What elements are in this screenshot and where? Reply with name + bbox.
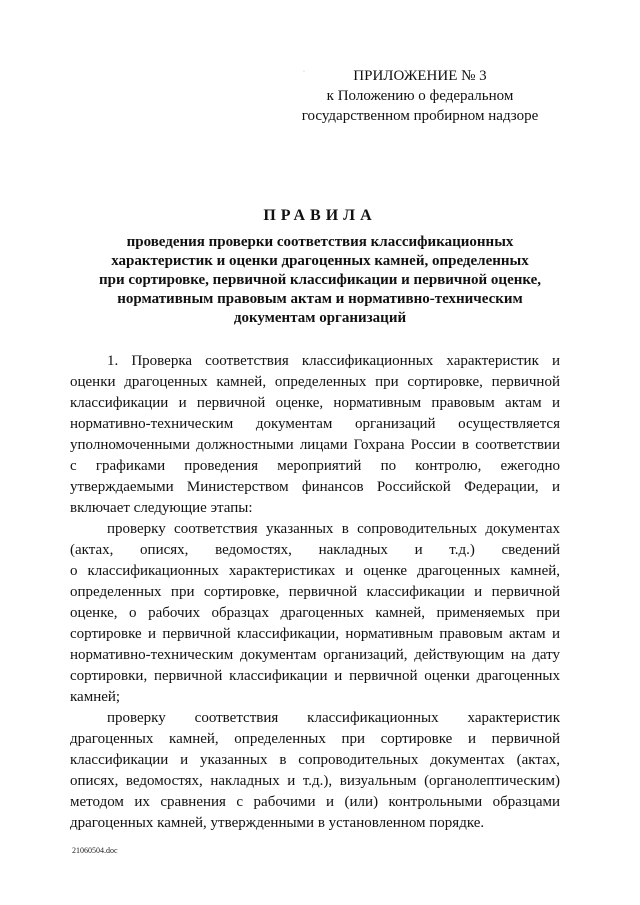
document-heading [70, 205, 570, 328]
body-line: оценке, о рабочих образцах драгоценных камней, применяемых при [70, 605, 560, 621]
body-line: определенных при сортировке, первичной классификации и первичной [70, 584, 560, 600]
body-line: сортировке и первичной классификации, нормативным правовым актам и [70, 626, 560, 642]
body-line: нормативно-техническим документам организаций осуществляется [70, 416, 560, 432]
heading-line: при сортировке, первичной классификации и первичной оценке, [98, 272, 542, 288]
annex-number: ПРИЛОЖЕНИЕ № 3 [353, 68, 487, 84]
body-line: о классификационных характеристиках и оценке драгоценных камней, [70, 563, 560, 579]
scan-mark: · [303, 69, 305, 75]
body-line: драгоценных камней, утвержденными в установленном порядке. [70, 815, 485, 831]
heading-line: нормативным правовым актам и нормативно-техническим [117, 291, 523, 307]
body-line: классификации и указанных в сопроводительных документах (актах, [70, 752, 560, 768]
heading-line: проведения проверки соответствия классификационных [126, 234, 514, 250]
body-line: описях, ведомостях, накладных и т.д.), визуальным (органолептическим) [70, 773, 560, 789]
body-line: утверждаемыми Министерством финансов Российской Федерации, и [70, 479, 560, 495]
heading-line: документам организаций [233, 310, 407, 326]
annex-block [290, 66, 550, 126]
document-title: ПРАВИЛА [263, 207, 377, 224]
body-line: оценки драгоценных камней, определенных при сортировке, первичной [70, 374, 560, 390]
annex-reference-line-2: государственном пробирном надзоре [301, 108, 539, 124]
body-line: проверку соответствия классификационных характеристик [107, 710, 560, 726]
body-line: драгоценных камней, определенных при сортировке и первичной [70, 731, 560, 747]
body-line: методом их сравнения с рабочими и (или) контрольными образцами [70, 794, 560, 810]
document-body [70, 351, 560, 834]
body-line: классификации и первичной оценке, нормативным правовым актам и [70, 395, 560, 411]
body-line: уполномоченными должностными лицами Гохрана России в соответствии [70, 437, 560, 453]
document-filename: 21060504.doc [72, 846, 118, 855]
annex-reference-line-1: к Положению о федеральном [326, 88, 514, 104]
body-line: 1. Проверка соответствия классификационных характеристик и [107, 353, 560, 369]
body-line: включает следующие этапы: [70, 500, 253, 516]
heading-line: характеристик и оценки драгоценных камней, определенных [111, 253, 529, 269]
body-line: проверку соответствия указанных в сопроводительных документах [107, 521, 560, 537]
body-line: нормативно-техническим документам организаций, действующим на дату [70, 647, 560, 663]
body-line: камней; [70, 689, 121, 705]
body-line: сортировки, первичной классификации и первичной оценки драгоценных [70, 668, 560, 684]
body-line: (актах, описях, ведомостях, накладных и т.д.) сведений [70, 542, 560, 558]
body-line: с графиками проведения мероприятий по контролю, ежегодно [70, 458, 560, 474]
